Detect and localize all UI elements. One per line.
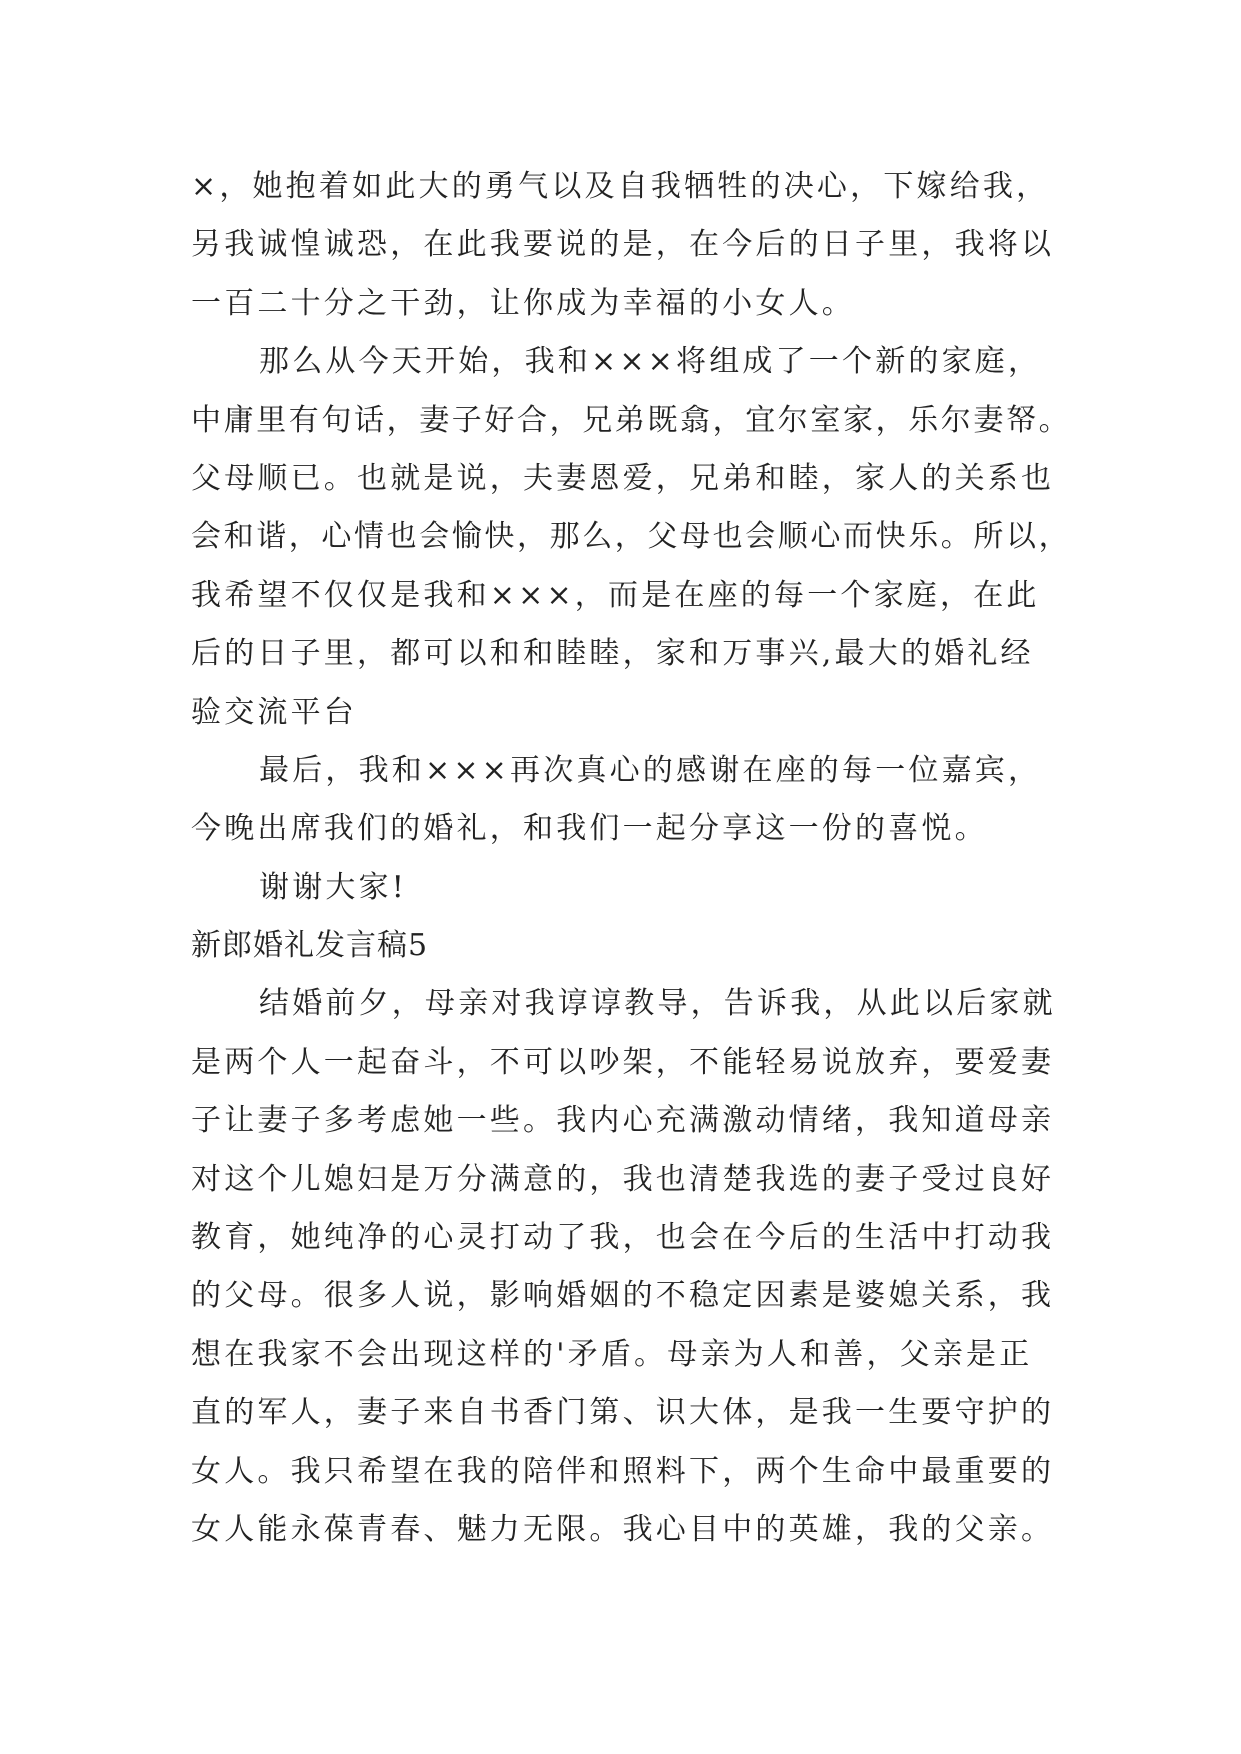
- paragraph-start-line: 谢谢大家!: [259, 869, 408, 905]
- text-line: 另我诚惶诚恐，在此我要说的是，在今后的日子里，我将以: [191, 227, 1055, 263]
- document-body: [191, 158, 1071, 1559]
- text-line: 教育，她纯净的心灵打动了我，也会在今后的生活中打动我: [191, 1220, 1055, 1256]
- text-line: 验交流平台: [191, 694, 357, 730]
- text-line: 中庸里有句话，妻子好合，兄弟既翕，宜尔室家，乐尔妻帑。: [191, 402, 1072, 438]
- text-line: 一百二十分之干劲，让你成为幸福的小女人。: [191, 285, 855, 321]
- text-line: 后的日子里，都可以和和睦睦，家和万事兴,最大的婚礼经: [191, 636, 1034, 672]
- text-line: 女人能永葆青春、魅力无限。我心目中的英雄，我的父亲。: [191, 1511, 1055, 1547]
- text-line: 我希望不仅仅是我和×××，而是在座的每一个家庭，在此: [191, 577, 1040, 613]
- text-line: 想在我家不会出现这样的'矛盾。母亲为人和善，父亲是正: [191, 1336, 1033, 1372]
- text-line: 今晚出席我们的婚礼，和我们一起分享这一份的喜悦。: [191, 811, 988, 847]
- text-line: 对这个儿媳妇是万分满意的，我也清楚我选的妻子受过良好: [191, 1161, 1055, 1197]
- paragraph-start-line: 结婚前夕，母亲对我谆谆教导，告诉我，从此以后家就: [259, 986, 1056, 1022]
- text-line: 直的军人，妻子来自书香门第、识大体，是我一生要守护的: [191, 1395, 1055, 1431]
- text-line: 女人。我只希望在我的陪伴和照料下，两个生命中最重要的: [191, 1453, 1055, 1489]
- text-line: 的父母。很多人说，影响婚姻的不稳定因素是婆媳关系，我: [191, 1278, 1055, 1314]
- section-heading: 新郎婚礼发言稿5: [191, 928, 429, 964]
- paragraph-start-line: 那么从今天开始，我和×××将组成了一个新的家庭，: [259, 344, 1042, 380]
- text-line: 是两个人一起奋斗，不可以吵架，不能轻易说放弃，要爱妻: [191, 1044, 1055, 1080]
- paragraph-start-line: 最后，我和×××再次真心的感谢在座的每一位嘉宾，: [259, 752, 1042, 788]
- text-line: 父母顺已。也就是说，夫妻恩爱，兄弟和睦，家人的关系也: [191, 460, 1055, 496]
- text-line: 会和谐，心情也会愉快，那么，父母也会顺心而快乐。所以，: [191, 519, 1072, 555]
- text-line: 子让妻子多考虑她一些。我内心充满激动情绪，我知道母亲: [191, 1103, 1055, 1139]
- text-line: ×，她抱着如此大的勇气以及自我牺牲的决心，下嫁给我，: [191, 169, 1050, 204]
